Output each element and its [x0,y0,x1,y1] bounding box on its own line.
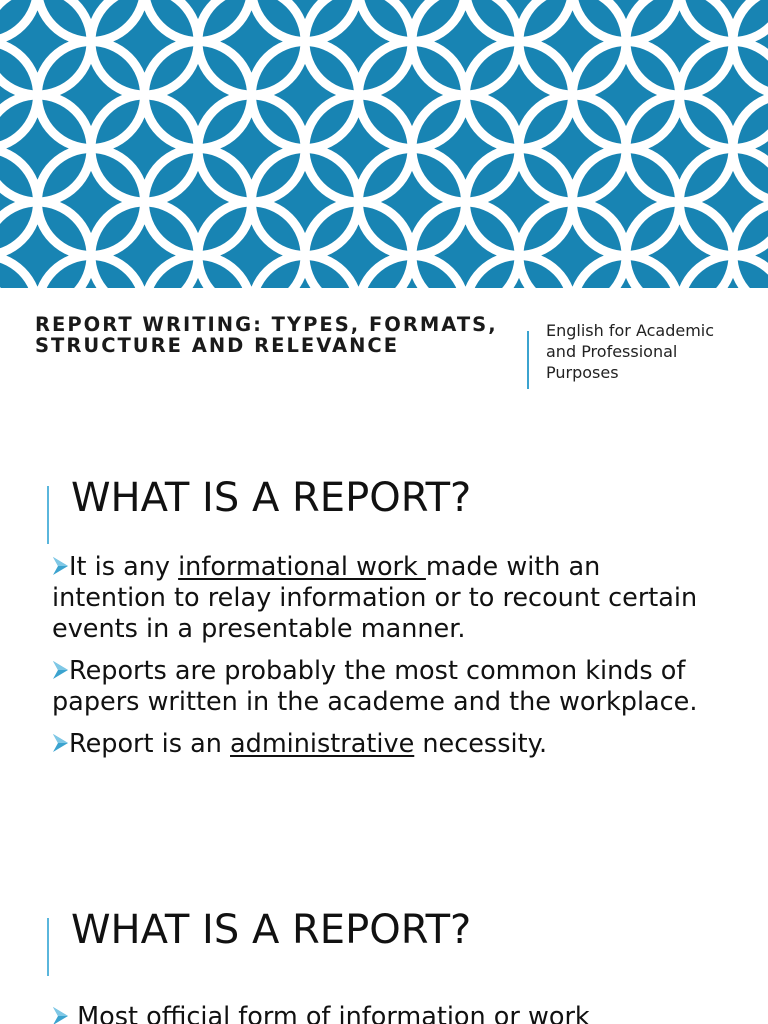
slide-heading: WHAT IS A REPORT? [71,907,472,953]
list-item [52,552,712,645]
arrow-bullet-icon [52,733,69,753]
title-block [35,314,505,356]
bullet-underlined-term: administrative [230,729,415,759]
bullet-text-before: It is any [69,552,179,582]
list-item [52,656,712,718]
bullet-text: Most official form of information or work [69,1002,590,1024]
bullet-list [52,1002,712,1024]
bullet-text-before: Report is an [69,729,231,759]
title-divider [527,331,529,389]
heading-accent-bar [47,918,49,976]
arrow-bullet-icon [52,556,69,576]
course-name: English for Academic and Professional Purposes [546,321,715,382]
title-banner [0,0,768,288]
bullet-underlined-term: informational work [178,552,426,582]
deck-title: REPORT WRITING: TYPES, FORMATS, STRUCTURE AND RELEVANCE [35,313,498,357]
arrow-bullet-icon [52,1006,69,1024]
slide-heading: WHAT IS A REPORT? [71,475,472,521]
bullet-text-after: made with an intention to relay information or to recount certain events in a presentable manner. [52,552,698,644]
arrow-bullet-icon [52,660,69,680]
bullet-text-after: necessity. [414,729,548,759]
circle-pattern [0,0,768,288]
list-item [52,729,712,760]
heading-accent-bar [47,486,49,544]
bullet-text: Reports are probably the most common kinds of papers written in the academe and the workplace. [52,656,698,717]
bullet-list [52,552,712,771]
list-item [52,1002,712,1024]
